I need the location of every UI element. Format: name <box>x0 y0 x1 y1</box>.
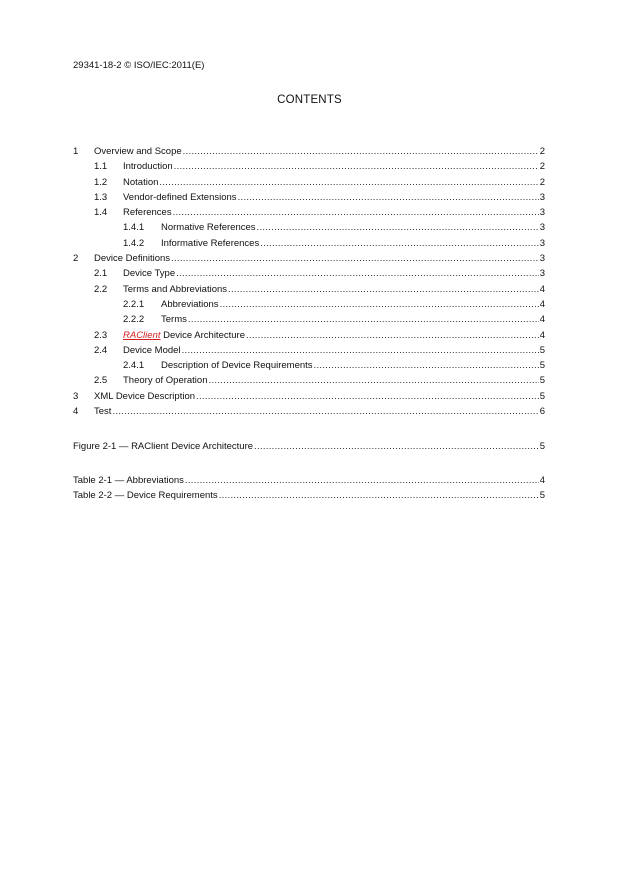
toc-page-number: 4 <box>539 314 545 326</box>
toc-entry-1-2[interactable] <box>73 177 545 192</box>
toc-title: Theory of Operation <box>123 375 208 387</box>
toc-entry-1[interactable] <box>73 146 545 161</box>
toc-entry-2-2-2[interactable] <box>73 314 545 329</box>
toc-entry-2[interactable] <box>73 253 545 268</box>
toc-title <box>123 330 245 341</box>
toc-entry-2-2[interactable] <box>73 284 545 299</box>
toc-number: 2.2.1 <box>123 298 145 310</box>
toc-title: Test <box>94 406 112 418</box>
toc-page-number: 2 <box>539 176 545 188</box>
dot-leader <box>246 330 539 341</box>
toc-title: References <box>123 207 172 219</box>
toc-entry-3[interactable] <box>73 391 545 406</box>
table-page-number: 4 <box>539 474 545 486</box>
toc-number: 1.3 <box>94 191 108 203</box>
toc-page-number: 3 <box>539 207 545 219</box>
toc-number: 1.4 <box>94 207 108 219</box>
toc-entry-4[interactable] <box>73 406 545 421</box>
dot-leader <box>314 360 539 371</box>
dot-leader <box>182 345 539 356</box>
figure-entry-2-1[interactable] <box>73 441 545 456</box>
dot-leader <box>171 253 539 264</box>
dot-leader <box>183 146 539 157</box>
toc-page-number: 5 <box>539 344 545 356</box>
toc-page-number: 5 <box>539 360 545 372</box>
dot-leader <box>238 192 539 203</box>
raclient-link[interactable]: RAClient <box>123 329 161 341</box>
toc-title: Device Definitions <box>94 253 171 265</box>
dot-leader <box>188 314 539 325</box>
toc-page-number: 3 <box>539 253 545 265</box>
dot-leader <box>185 475 539 486</box>
dot-leader <box>220 299 539 310</box>
dot-leader <box>159 177 538 188</box>
toc-title: XML Device Description <box>94 390 196 402</box>
dot-leader <box>209 375 539 386</box>
toc-title: Notation <box>123 176 159 188</box>
toc-page-number: 3 <box>539 268 545 280</box>
toc-title: Device Type <box>123 268 176 280</box>
toc-title: Terms <box>161 314 187 326</box>
toc-page-number: 3 <box>539 222 545 234</box>
table-title: Table 2-2 — Device Requirements <box>73 489 218 501</box>
document-id: 29341-18-2 © ISO/IEC:2011(E) <box>73 60 205 71</box>
toc-page-number: 5 <box>539 390 545 402</box>
dot-leader <box>176 268 539 279</box>
table-of-contents <box>73 146 545 505</box>
dot-leader <box>174 161 539 172</box>
toc-title-rest: Device Architecture <box>160 329 245 341</box>
toc-title: Normative References <box>161 222 256 234</box>
table-entry-2-1[interactable] <box>73 475 545 490</box>
toc-title: Description of Device Requirements <box>161 360 313 372</box>
toc-title: Informative References <box>161 237 260 249</box>
toc-page-number: 4 <box>539 329 545 341</box>
toc-entry-2-5[interactable] <box>73 375 545 390</box>
toc-title: Device Model <box>123 344 181 356</box>
toc-entry-1-3[interactable] <box>73 192 545 207</box>
toc-entry-2-1[interactable] <box>73 268 545 283</box>
toc-page-number: 4 <box>539 298 545 310</box>
toc-entry-2-4[interactable] <box>73 345 545 360</box>
toc-entry-1-1[interactable] <box>73 161 545 176</box>
dot-leader <box>112 406 538 417</box>
toc-number: 1.2 <box>94 176 108 188</box>
toc-number: 3 <box>73 390 79 402</box>
dot-leader <box>228 284 539 295</box>
toc-entry-2-3[interactable] <box>73 330 545 345</box>
dot-leader <box>219 490 539 501</box>
dot-leader <box>260 238 538 249</box>
toc-title: Abbreviations <box>161 298 219 310</box>
toc-entry-2-4-1[interactable] <box>73 360 545 375</box>
figure-title: Figure 2-1 — RAClient Device Architecture <box>73 441 254 453</box>
toc-number: 2.2.2 <box>123 314 145 326</box>
section-gap <box>73 457 545 475</box>
toc-number: 1.1 <box>94 161 108 173</box>
toc-page-number: 2 <box>539 146 545 157</box>
toc-page-number: 4 <box>539 283 545 295</box>
toc-number: 1.4.1 <box>123 222 145 234</box>
dot-leader <box>196 391 539 402</box>
toc-page-number: 5 <box>539 375 545 387</box>
toc-number: 2.4 <box>94 344 108 356</box>
toc-number: 2 <box>73 253 79 265</box>
toc-number: 1.4.2 <box>123 237 145 249</box>
toc-title: Introduction <box>123 161 173 173</box>
figure-page-number: 5 <box>539 441 545 453</box>
toc-entry-1-4[interactable] <box>73 207 545 222</box>
toc-number: 4 <box>73 406 79 418</box>
toc-title: Overview and Scope <box>94 146 182 157</box>
toc-number: 1 <box>73 146 79 157</box>
toc-page-number: 2 <box>539 161 545 173</box>
toc-entry-2-2-1[interactable] <box>73 299 545 314</box>
toc-entry-1-4-1[interactable] <box>73 222 545 237</box>
toc-number: 2.2 <box>94 283 108 295</box>
table-page-number: 5 <box>539 489 545 501</box>
dot-leader <box>254 441 539 452</box>
toc-number: 2.4.1 <box>123 360 145 372</box>
table-entry-2-2[interactable] <box>73 490 545 505</box>
toc-number: 2.3 <box>94 329 108 341</box>
toc-page-number: 6 <box>539 406 545 418</box>
dot-leader <box>257 222 539 233</box>
dot-leader <box>173 207 539 218</box>
table-title: Table 2-1 — Abbreviations <box>73 474 184 486</box>
toc-title: Terms and Abbreviations <box>123 283 228 295</box>
toc-number: 2.1 <box>94 268 108 280</box>
toc-number: 2.5 <box>94 375 108 387</box>
toc-page-number: 3 <box>539 191 545 203</box>
contents-heading: CONTENTS <box>277 94 342 106</box>
toc-title: Vendor-defined Extensions <box>123 191 237 203</box>
toc-page-number: 3 <box>539 237 545 249</box>
section-gap <box>73 421 545 441</box>
toc-entry-1-4-2[interactable] <box>73 238 545 253</box>
